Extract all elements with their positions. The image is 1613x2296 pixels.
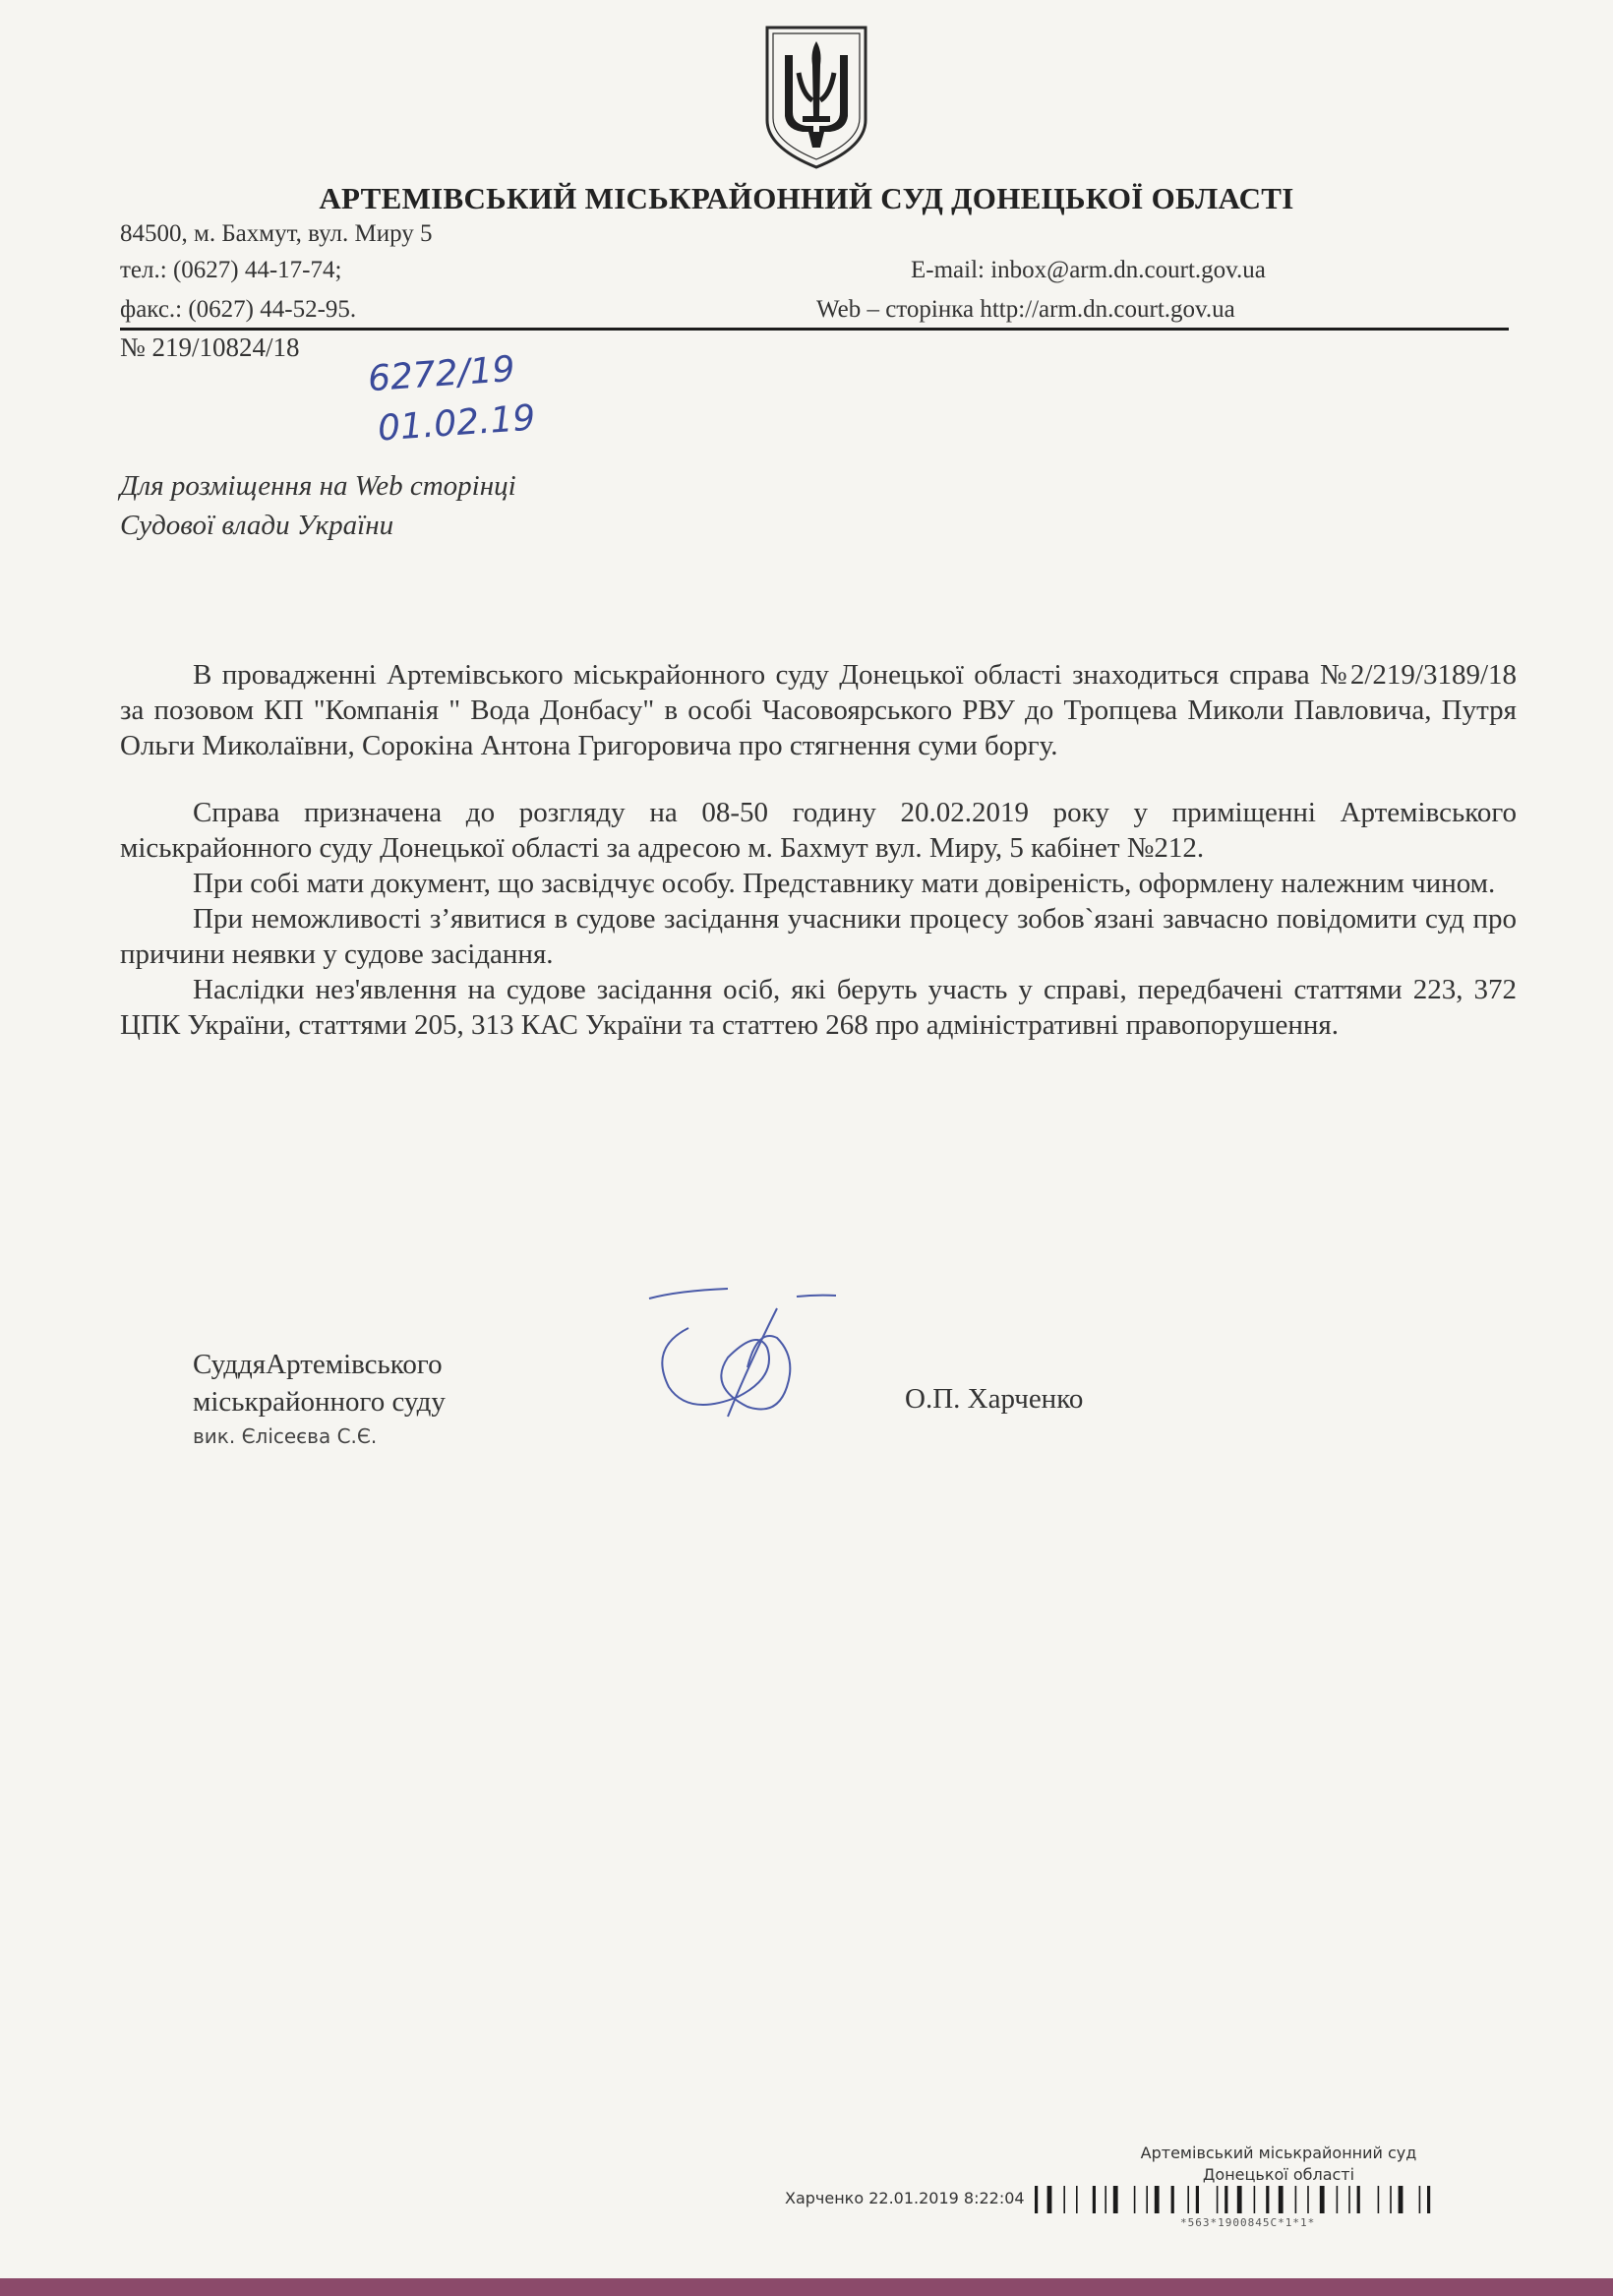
barcode-bar [1357, 2186, 1360, 2213]
court-email[interactable]: E-mail: inbox@arm.dn.court.gov.ua [911, 257, 1266, 283]
placement-note [120, 466, 516, 545]
body-paragraph-absence: При неможливості з’явитися в судове засідання учасники процесу зобов`язані завчасно повідомити суд про причини неявки у судове засідання. [120, 903, 1517, 970]
signature-title [193, 1346, 446, 1420]
executor-name: вик. Єлісеєва С.Є. [193, 1424, 378, 1448]
barcode-bar [1399, 2186, 1404, 2213]
case-reference-number: № 219/10824/18 [120, 332, 300, 362]
body-paragraph-hearing: Справа призначена до розгляду на 08-50 годину 20.02.2019 року у приміщенні Артемівського міськрайонного суду Донецької області за адресою м. Бахмут вул. Миру, 5 кабінет №212. [120, 797, 1517, 864]
barcode-bar [1187, 2186, 1189, 2213]
court-fax: факс.: (0627) 44-52-95. [120, 296, 357, 323]
barcode-bar [1279, 2186, 1284, 2213]
barcode-bar [1348, 2186, 1350, 2213]
barcode-bar [1134, 2186, 1136, 2213]
barcode-bar [1419, 2186, 1421, 2213]
handwritten-incoming-date: 01.02.19 [376, 397, 537, 450]
barcode-bar [1146, 2186, 1148, 2213]
handwritten-signature-icon [629, 1269, 856, 1436]
handwritten-incoming-number: 6272/19 [366, 348, 516, 400]
judge-name: О.П. Харченко [905, 1383, 1084, 1415]
barcode-bar [1390, 2186, 1392, 2213]
court-address: 84500, м. Бахмут, вул. Миру 5 [120, 220, 433, 247]
barcode-bar [1217, 2186, 1219, 2213]
barcode-icon [1035, 2182, 1515, 2219]
barcode-bar [1093, 2186, 1096, 2213]
barcode-bar [1337, 2186, 1339, 2213]
placement-note-line-2: Судової влади України [120, 510, 394, 541]
registration-stamp-court-line-2: Донецької області [1202, 2165, 1355, 2184]
barcode-bar [1427, 2186, 1430, 2213]
barcode-bar [1295, 2186, 1297, 2213]
barcode-bar [1320, 2186, 1325, 2213]
barcode-bar [1307, 2186, 1309, 2213]
barcode-bar [1076, 2186, 1078, 2213]
barcode-bar [1254, 2186, 1256, 2213]
registration-stamp-court-line-1: Артемівський міськрайонний суд [1140, 2144, 1417, 2162]
scan-bottom-edge [0, 2278, 1613, 2296]
notice-body [120, 657, 1517, 1043]
body-paragraph-consequences: Наслідки нез'явлення на судове засідання осіб, які беруть участь у справі, передбачені статтями 223, 372 ЦПК України, статтями 205, 313 КАС України та статтею 268 про адміністративні правопорушення. [120, 974, 1517, 1041]
barcode-bar [1378, 2186, 1380, 2213]
court-name: АРТЕМІВСЬКИЙ МІСЬКРАЙОННИЙ СУД ДОНЕЦЬКОЇ ОБЛАСТІ [319, 181, 1294, 215]
registration-stamp-court [1082, 2143, 1475, 2186]
header-divider [120, 328, 1509, 331]
barcode-bar [1035, 2186, 1038, 2213]
barcode-bar [1063, 2186, 1065, 2213]
barcode-bar [1171, 2186, 1174, 2213]
barcode-bar [1196, 2186, 1199, 2213]
barcode-bar [1155, 2186, 1160, 2213]
barcode-text: *563*1900845С*1*1* [1180, 2216, 1316, 2229]
placement-note-line-1: Для розміщення на Web сторінці [120, 470, 516, 502]
court-website[interactable]: Web – сторінка http://arm.dn.court.gov.ua [816, 296, 1235, 323]
body-paragraph-case: В провадженні Артемівського міськрайонного суду Донецької області знаходиться справа №2/219/3189/18 за позовом КП "Компанія " Вода Донбасу" в особі Часовоярського РВУ до Тропцева Миколи Павловича, Путря Ольги Миколаївни, Сорокіна Антона Григоровича про стягнення суми боргу. [120, 659, 1517, 761]
barcode-bar [1225, 2186, 1227, 2213]
signature-title-line-2: міськрайонного суду [193, 1386, 446, 1418]
barcode-bar [1237, 2186, 1242, 2213]
coat-of-arms-icon [759, 22, 873, 171]
barcode-bar [1113, 2186, 1118, 2213]
body-paragraph-documents: При собі мати документ, що засвідчує особу. Представнику мати довіреність, оформлену належним чином. [193, 868, 1496, 899]
barcode-bar [1105, 2186, 1106, 2213]
barcode-bar [1047, 2186, 1052, 2213]
barcode-bar [1266, 2186, 1269, 2213]
signature-title-line-1: СуддяАртемівського [193, 1349, 443, 1380]
registration-author-date: Харченко 22.01.2019 8:22:04 [785, 2189, 1025, 2207]
court-phone: тел.: (0627) 44-17-74; [120, 257, 342, 283]
